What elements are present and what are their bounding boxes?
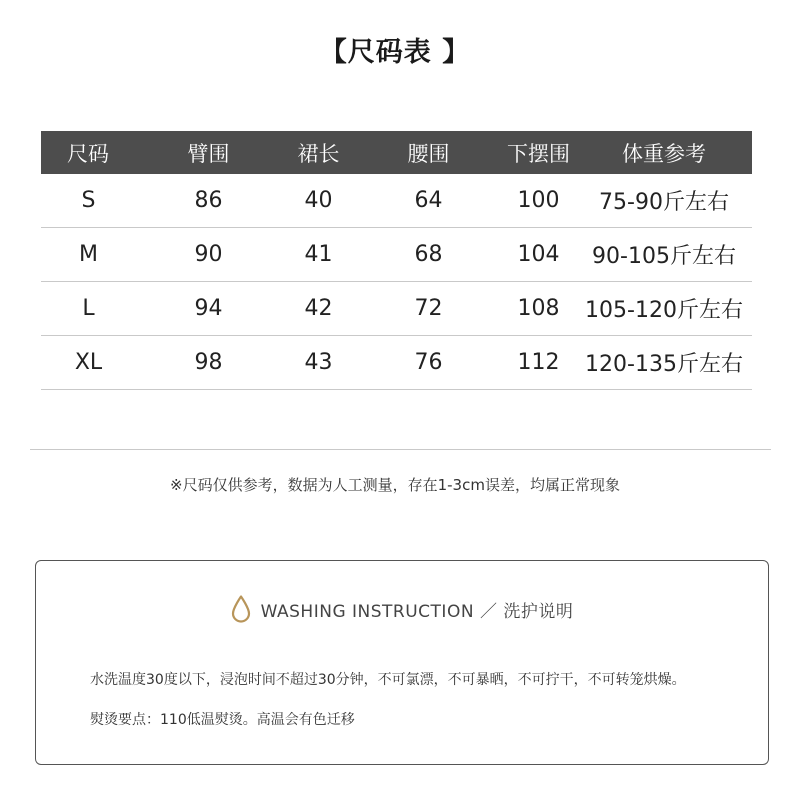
washing-text-line: 水洗温度30度以下，浸泡时间不超过30分钟，不可氯漂，不可暴晒，不可拧干，不可转笼烘燥。: [90, 672, 686, 688]
section-divider: [30, 449, 771, 450]
table-cell: 68: [414, 242, 443, 267]
header-cell-size: 尺码: [67, 141, 109, 166]
table-cell: 86: [194, 188, 223, 213]
header-cell-length: 裙长: [297, 141, 340, 166]
table-row: [41, 228, 752, 282]
table-cell: 64: [414, 188, 443, 213]
table-cell: 75-90斤左右: [599, 190, 729, 215]
table-cell: 41: [304, 242, 333, 267]
header-cell-weight: 体重参考: [622, 141, 706, 166]
table-cell: 40: [304, 188, 333, 213]
size-table: [41, 131, 752, 390]
table-cell: 105-120斤左右: [585, 298, 743, 323]
washing-instruction-box: [35, 560, 769, 765]
table-header: [41, 131, 752, 174]
table-row: [41, 336, 752, 390]
table-cell: 112: [517, 350, 560, 375]
table-cell: 90-105斤左右: [592, 244, 736, 269]
header-cell-arm: 臂围: [187, 141, 230, 166]
table-cell: 94: [194, 296, 223, 321]
table-cell: M: [79, 242, 98, 267]
table-cell: 120-135斤左右: [585, 352, 743, 377]
ironing-text-line: 熨烫要点：110低温熨烫。高温会有色迁移: [90, 712, 355, 728]
table-cell: 90: [194, 242, 223, 267]
table-cell: 76: [414, 350, 443, 375]
measurement-note: ※尺码仅供参考，数据为人工测量，存在1-3cm误差，均属正常现象: [170, 476, 620, 494]
table-cell: 72: [414, 296, 443, 321]
table-cell: 98: [194, 350, 223, 375]
table-cell: S: [81, 188, 96, 213]
washing-title: WASHING INSTRUCTION ／ 洗护说明: [260, 601, 574, 622]
table-cell: 100: [517, 188, 560, 213]
table-row: [41, 174, 752, 228]
table-cell: 108: [517, 296, 560, 321]
washing-header: [36, 595, 768, 623]
header-cell-hem: 下摆围: [507, 141, 570, 166]
table-cell: XL: [74, 350, 103, 375]
table-row: [41, 282, 752, 336]
water-drop-icon: [231, 595, 251, 623]
page-title: 【尺码表 】: [319, 37, 471, 68]
header-cell-waist: 腰围: [407, 141, 450, 166]
table-cell: L: [82, 296, 95, 321]
table-cell: 42: [304, 296, 333, 321]
table-cell: 104: [517, 242, 560, 267]
table-cell: 43: [304, 350, 333, 375]
